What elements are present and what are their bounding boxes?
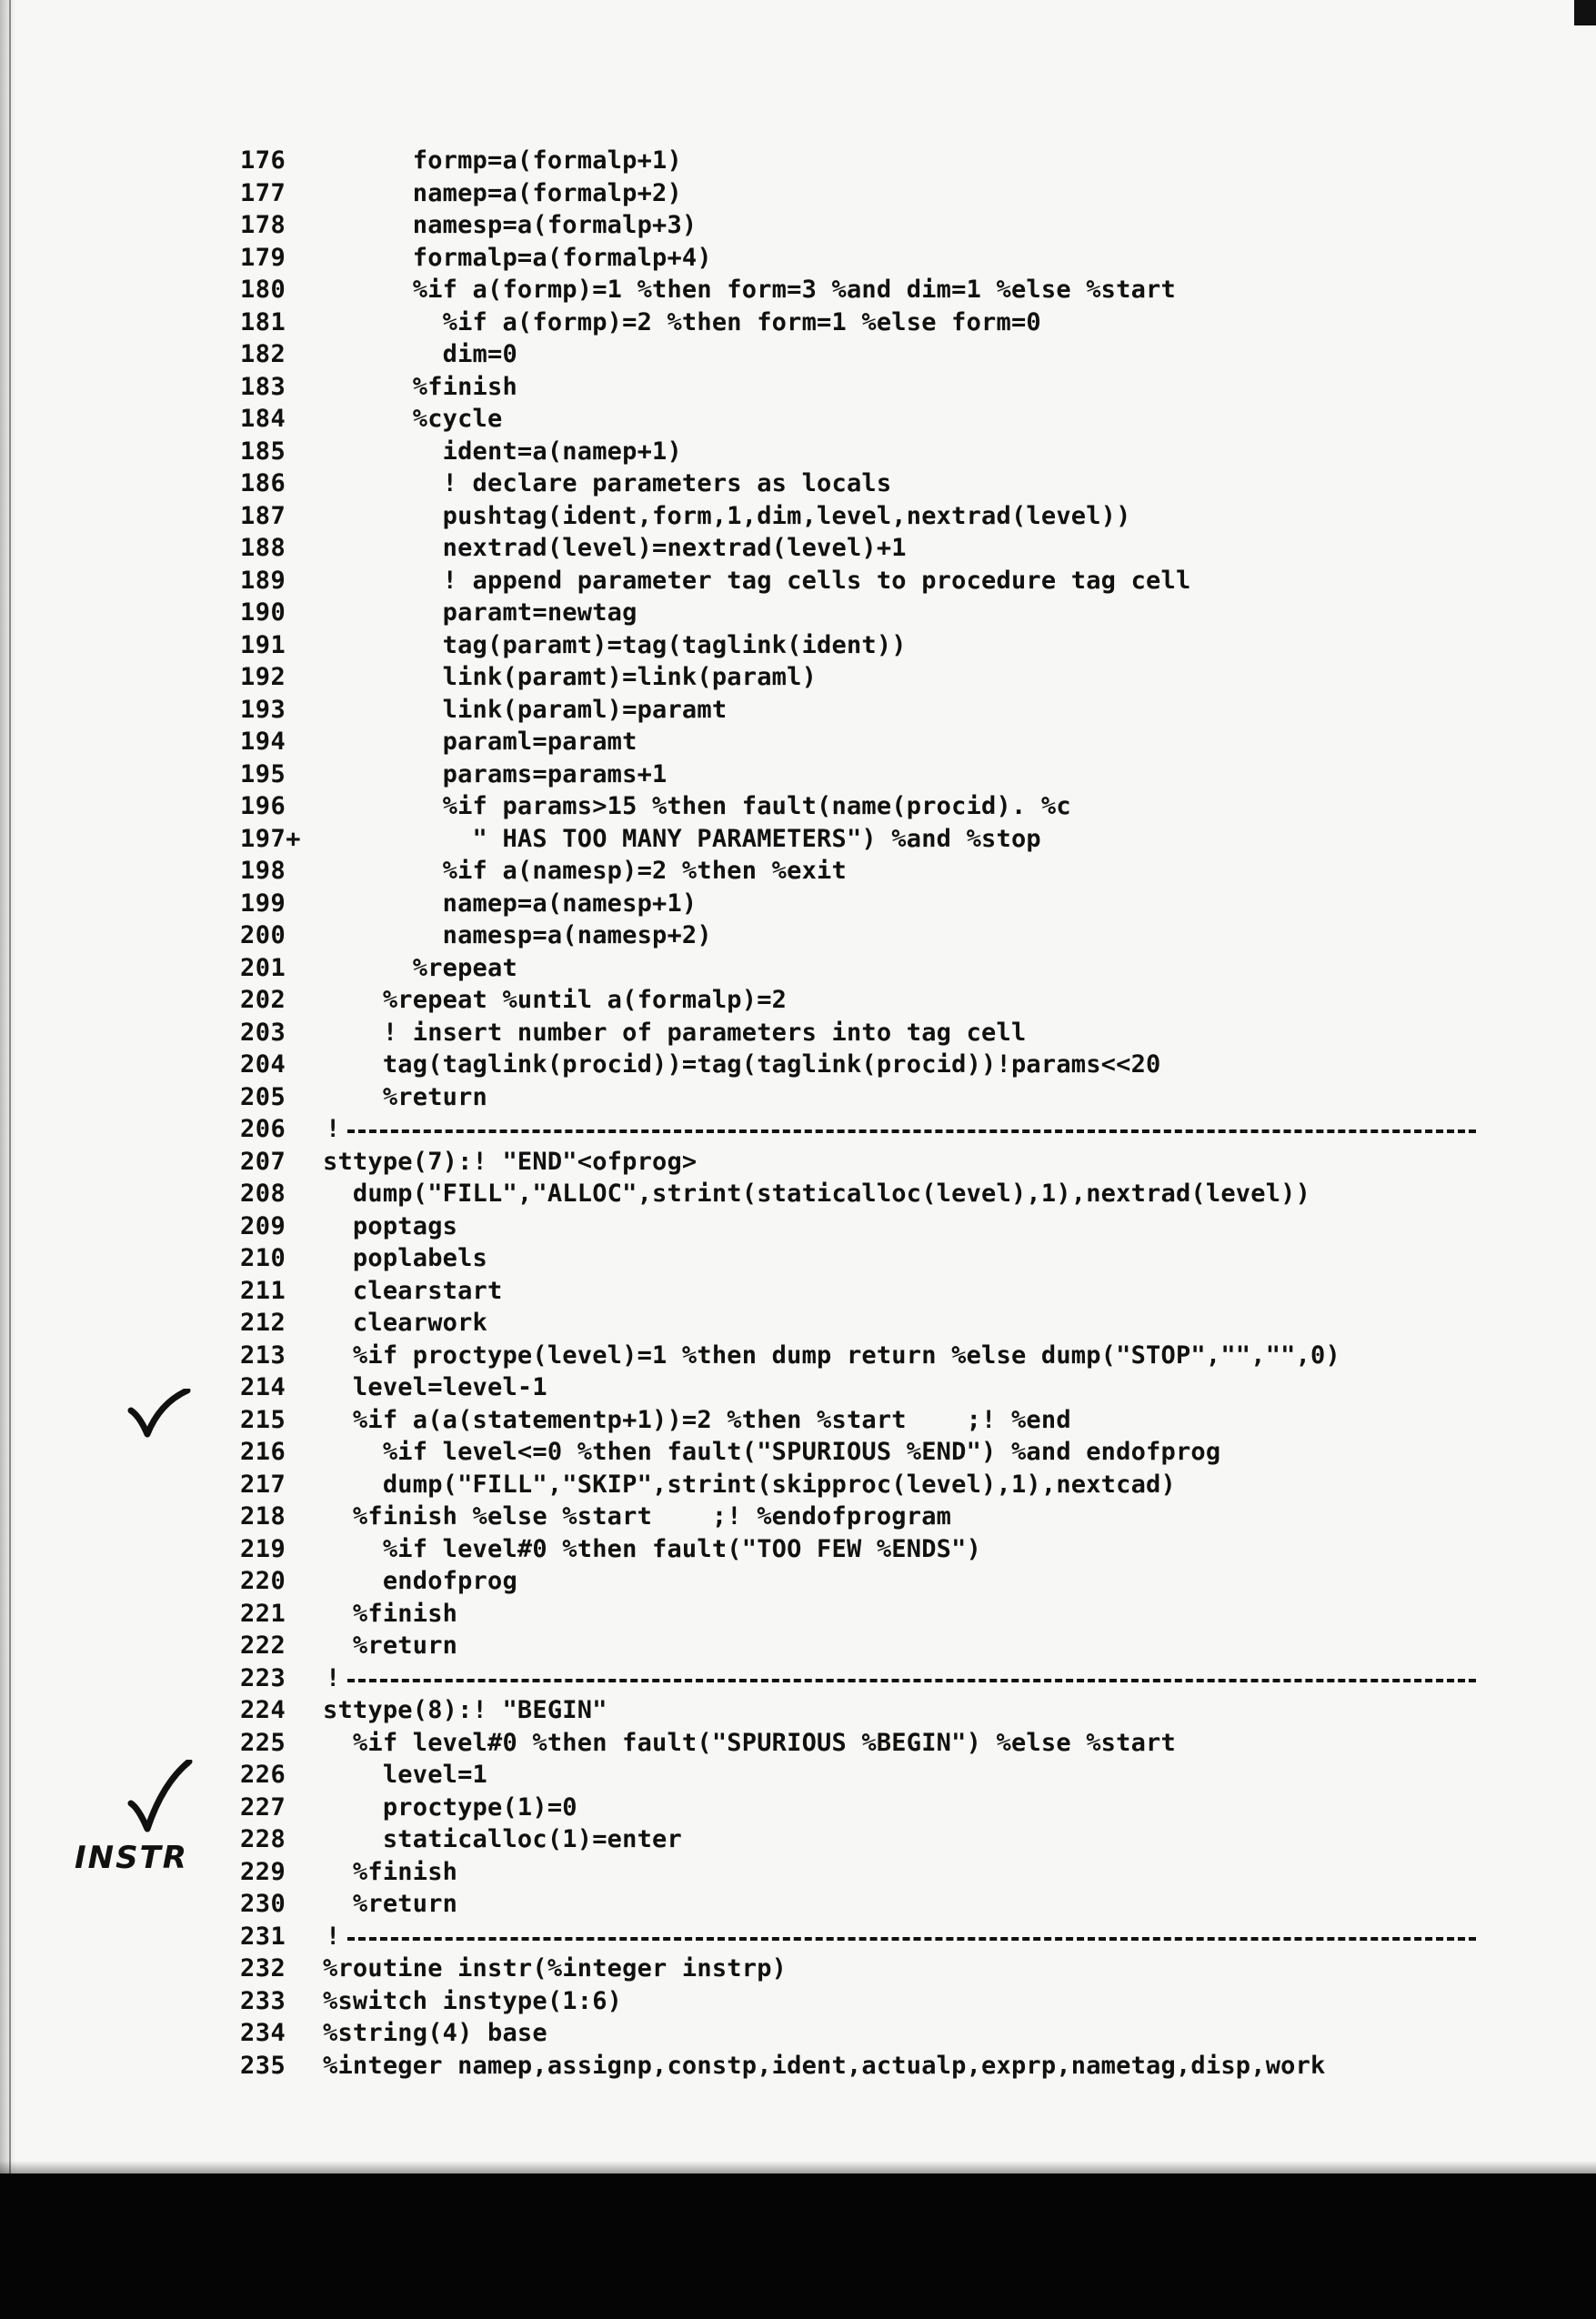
- line-number: 221: [240, 1599, 286, 1628]
- line-number: 190: [240, 598, 286, 627]
- line-text: ident=a(namep+1): [323, 437, 682, 466]
- line-number: 227: [240, 1792, 286, 1822]
- line-text: namep=a(formalp+2): [323, 178, 682, 207]
- line-text: %cycle: [323, 405, 503, 433]
- line-number: 195: [240, 759, 286, 788]
- line-text: dim=0: [323, 340, 517, 368]
- code-line: [0, 1598, 1596, 1631]
- line-text: paraml=paramt: [323, 728, 637, 756]
- line-number: 184: [240, 405, 286, 433]
- code-line: [0, 1985, 1596, 2018]
- code-line: [0, 1694, 1596, 1727]
- code-line: [0, 952, 1596, 985]
- line-number: 202: [240, 986, 286, 1014]
- line-number: 206: [240, 1115, 286, 1143]
- line-number: 178: [240, 211, 286, 239]
- code-line: [0, 1049, 1596, 1081]
- code-line: [0, 565, 1596, 597]
- dashed-rule: [347, 1679, 1476, 1682]
- line-text: %string(4) base: [323, 2019, 547, 2047]
- code-line: [0, 1146, 1596, 1179]
- line-text: dump("FILL","ALLOC",strint(staticalloc(level),1),nextrad(level)): [323, 1180, 1311, 1208]
- code-line: [0, 209, 1596, 242]
- line-text: level=1: [323, 1761, 488, 1789]
- line-text: pushtag(ident,form,1,dim,level,nextrad(level)): [323, 501, 1131, 530]
- line-number: 191: [240, 630, 286, 659]
- line-number: 189: [240, 566, 286, 595]
- code-line: [0, 790, 1596, 823]
- line-number: 186: [240, 469, 286, 497]
- line-text: %if a(namesp)=2 %then %exit: [323, 857, 847, 885]
- line-text: sttype(7):! "END"<ofprog>: [323, 1147, 698, 1176]
- code-line: [0, 1727, 1596, 1760]
- line-text: link(paraml)=paramt: [323, 695, 728, 724]
- code-line: [0, 629, 1596, 662]
- line-text: namep=a(namesp+1): [323, 888, 698, 918]
- line-number: 205: [240, 1082, 286, 1111]
- code-line: [0, 1242, 1596, 1275]
- code-line: [0, 823, 1596, 856]
- code-line: [0, 532, 1596, 565]
- line-text: %repeat %until a(formalp)=2: [323, 986, 788, 1014]
- code-line: [0, 1340, 1596, 1372]
- line-text: %finish %else %start ;! %endofprogram: [323, 1502, 952, 1531]
- line-text: %finish: [323, 372, 517, 401]
- separator-line: [0, 1113, 1596, 1146]
- line-text: staticalloc(1)=enter: [323, 1825, 682, 1853]
- line-text: %if params>15 %then fault(name(procid). %c: [323, 792, 1071, 820]
- line-number: 182: [240, 340, 286, 368]
- margin-note: INSTR: [75, 1840, 188, 1876]
- line-text: %if a(a(statementp+1))=2 %then %start ;! %end: [323, 1405, 1071, 1434]
- line-number: 214: [240, 1373, 286, 1401]
- code-line: [0, 1565, 1596, 1598]
- line-number: 187: [240, 501, 286, 530]
- line-text: dump("FILL","SKIP",strint(skipproc(level),1),nextcad): [323, 1470, 1176, 1499]
- separator-line: [0, 1662, 1596, 1695]
- line-text: " HAS TOO MANY PARAMETERS") %and %stop: [323, 824, 1041, 853]
- code-listing: [0, 145, 1596, 2082]
- code-line: [0, 1823, 1596, 1856]
- line-text: %integer namep,assignp,constp,ident,actualp,exprp,nametag,disp,work: [323, 2051, 1326, 2080]
- code-line: [0, 1436, 1596, 1469]
- line-number: 192: [240, 663, 286, 691]
- line-number: 225: [240, 1728, 286, 1757]
- code-line: [0, 306, 1596, 339]
- line-number: 210: [240, 1244, 286, 1272]
- line-number: 197+: [240, 824, 302, 853]
- code-line: [0, 145, 1596, 177]
- line-number: 223: [240, 1663, 286, 1692]
- code-line: [0, 467, 1596, 500]
- separator-bang: !: [326, 1115, 341, 1143]
- code-line: [0, 500, 1596, 533]
- code-line: [0, 1501, 1596, 1533]
- line-number: 209: [240, 1211, 286, 1240]
- line-number: 193: [240, 695, 286, 724]
- separator-line: [0, 1921, 1596, 1953]
- dashed-rule: [347, 1129, 1476, 1133]
- line-number: 198: [240, 857, 286, 885]
- line-number: 183: [240, 372, 286, 401]
- line-number: 201: [240, 953, 286, 982]
- line-number: 179: [240, 243, 286, 272]
- code-line: [0, 1953, 1596, 1985]
- line-number: 204: [240, 1050, 286, 1079]
- code-line: [0, 338, 1596, 371]
- code-line: [0, 1404, 1596, 1437]
- checkmark-icon: [127, 1389, 191, 1440]
- line-text: clearwork: [323, 1309, 488, 1337]
- line-number: 230: [240, 1890, 286, 1918]
- checkmark-icon: [127, 1760, 193, 1832]
- line-text: formp=a(formalp+1): [323, 146, 682, 175]
- code-line: [0, 1759, 1596, 1792]
- line-text: tag(paramt)=tag(taglink(ident)): [323, 630, 907, 659]
- line-text: tag(taglink(procid))=tag(taglink(procid))!params<<20: [323, 1050, 1161, 1079]
- line-number: 224: [240, 1696, 286, 1724]
- line-text: %repeat: [323, 953, 517, 982]
- line-text: poplabels: [323, 1244, 488, 1272]
- separator-comment: [326, 1113, 1476, 1146]
- line-text: endofprog: [323, 1567, 517, 1595]
- line-text: %switch instype(1:6): [323, 1986, 623, 2015]
- code-line: [0, 758, 1596, 791]
- line-number: 212: [240, 1309, 286, 1337]
- line-number: 211: [240, 1276, 286, 1305]
- code-line: [0, 1371, 1596, 1404]
- line-text: link(paramt)=link(paraml): [323, 663, 818, 691]
- line-number: 218: [240, 1502, 286, 1531]
- line-number: 235: [240, 2051, 286, 2080]
- page-bottom-shadow: [0, 2161, 1596, 2173]
- line-text: params=params+1: [323, 759, 668, 788]
- line-text: poptags: [323, 1211, 458, 1240]
- line-number: 217: [240, 1470, 286, 1499]
- code-line: [0, 984, 1596, 1017]
- line-text: namesp=a(formalp+3): [323, 211, 698, 239]
- line-number: 180: [240, 276, 286, 304]
- separator-comment: [326, 1921, 1476, 1953]
- line-text: %if proctype(level)=1 %then dump return %else dump("STOP","","",0): [323, 1340, 1340, 1370]
- separator-bang: !: [326, 1663, 341, 1692]
- line-number: 226: [240, 1761, 286, 1789]
- code-line: [0, 1469, 1596, 1501]
- line-number: 188: [240, 534, 286, 562]
- scan-corner-shadow: [1574, 0, 1596, 25]
- line-text: proctype(1)=0: [323, 1792, 577, 1822]
- line-number: 232: [240, 1954, 286, 1983]
- line-number: 194: [240, 728, 286, 756]
- line-number: 177: [240, 178, 286, 207]
- line-text: clearstart: [323, 1276, 503, 1305]
- line-text: %if level#0 %then fault("TOO FEW %ENDS"): [323, 1534, 982, 1563]
- line-number: 199: [240, 888, 286, 918]
- line-text: ! insert number of parameters into tag cell: [323, 1018, 1027, 1047]
- line-number: 181: [240, 307, 286, 336]
- line-text: %if a(formp)=1 %then form=3 %and dim=1 %else %start: [323, 276, 1176, 304]
- code-line: [0, 726, 1596, 758]
- code-line: [0, 888, 1596, 920]
- code-line: [0, 1081, 1596, 1114]
- line-number: 219: [240, 1534, 286, 1563]
- code-line: [0, 597, 1596, 629]
- line-text: %finish: [323, 1599, 458, 1628]
- code-line: [0, 1178, 1596, 1210]
- line-number: 215: [240, 1405, 286, 1434]
- code-line: [0, 1275, 1596, 1308]
- line-text: ! append parameter tag cells to procedure tag cell: [323, 566, 1191, 595]
- scanner-bed: [0, 2173, 1596, 2319]
- line-number: 208: [240, 1180, 286, 1208]
- code-line: [0, 919, 1596, 952]
- dashed-rule: [347, 1937, 1476, 1941]
- line-number: 233: [240, 1986, 286, 2015]
- code-line: [0, 1888, 1596, 1921]
- separator-bang: !: [326, 1922, 341, 1951]
- line-text: paramt=newtag: [323, 598, 637, 627]
- code-line: [0, 855, 1596, 888]
- code-line: [0, 177, 1596, 210]
- code-line: [0, 403, 1596, 436]
- line-number: 196: [240, 792, 286, 820]
- code-line: [0, 2050, 1596, 2083]
- line-text: %if level#0 %then fault("SPURIOUS %BEGIN") %else %start: [323, 1728, 1176, 1757]
- line-text: %routine instr(%integer instrp): [323, 1954, 788, 1983]
- code-line: [0, 1307, 1596, 1340]
- line-number: 203: [240, 1018, 286, 1047]
- line-text: sttype(8):! "BEGIN": [323, 1696, 607, 1724]
- line-text: ! declare parameters as locals: [323, 469, 892, 497]
- line-text: %if a(formp)=2 %then form=1 %else form=0: [323, 307, 1041, 336]
- line-number: 220: [240, 1567, 286, 1595]
- line-number: 207: [240, 1147, 286, 1176]
- code-line: [0, 274, 1596, 306]
- code-line: [0, 1630, 1596, 1662]
- code-line: [0, 1792, 1596, 1824]
- line-number: 234: [240, 2019, 286, 2047]
- code-line: [0, 694, 1596, 727]
- code-line: [0, 1210, 1596, 1243]
- line-number: 222: [240, 1631, 286, 1660]
- line-number: 176: [240, 146, 286, 175]
- line-text: formalp=a(formalp+4): [323, 243, 712, 272]
- line-text: nextrad(level)=nextrad(level)+1: [323, 534, 907, 562]
- line-text: %return: [323, 1890, 458, 1918]
- code-line: [0, 2017, 1596, 2050]
- line-text: %if level<=0 %then fault("SPURIOUS %END") %and endofprog: [323, 1438, 1221, 1466]
- line-number: 228: [240, 1825, 286, 1853]
- line-text: %return: [323, 1631, 458, 1660]
- code-line: [0, 1856, 1596, 1889]
- line-number: 216: [240, 1438, 286, 1466]
- line-number: 213: [240, 1340, 286, 1370]
- separator-comment: [326, 1662, 1476, 1695]
- line-number: 229: [240, 1857, 286, 1886]
- line-number: 185: [240, 437, 286, 466]
- code-line: [0, 371, 1596, 404]
- code-line: [0, 242, 1596, 275]
- line-number: 231: [240, 1922, 286, 1951]
- code-line: [0, 1017, 1596, 1049]
- code-line: [0, 1533, 1596, 1566]
- code-line: [0, 661, 1596, 694]
- line-text: %finish: [323, 1857, 458, 1886]
- line-number: 200: [240, 921, 286, 949]
- code-line: [0, 436, 1596, 468]
- line-text: namesp=a(namesp+2): [323, 921, 712, 949]
- line-text: %return: [323, 1082, 488, 1111]
- line-text: level=level-1: [323, 1373, 547, 1401]
